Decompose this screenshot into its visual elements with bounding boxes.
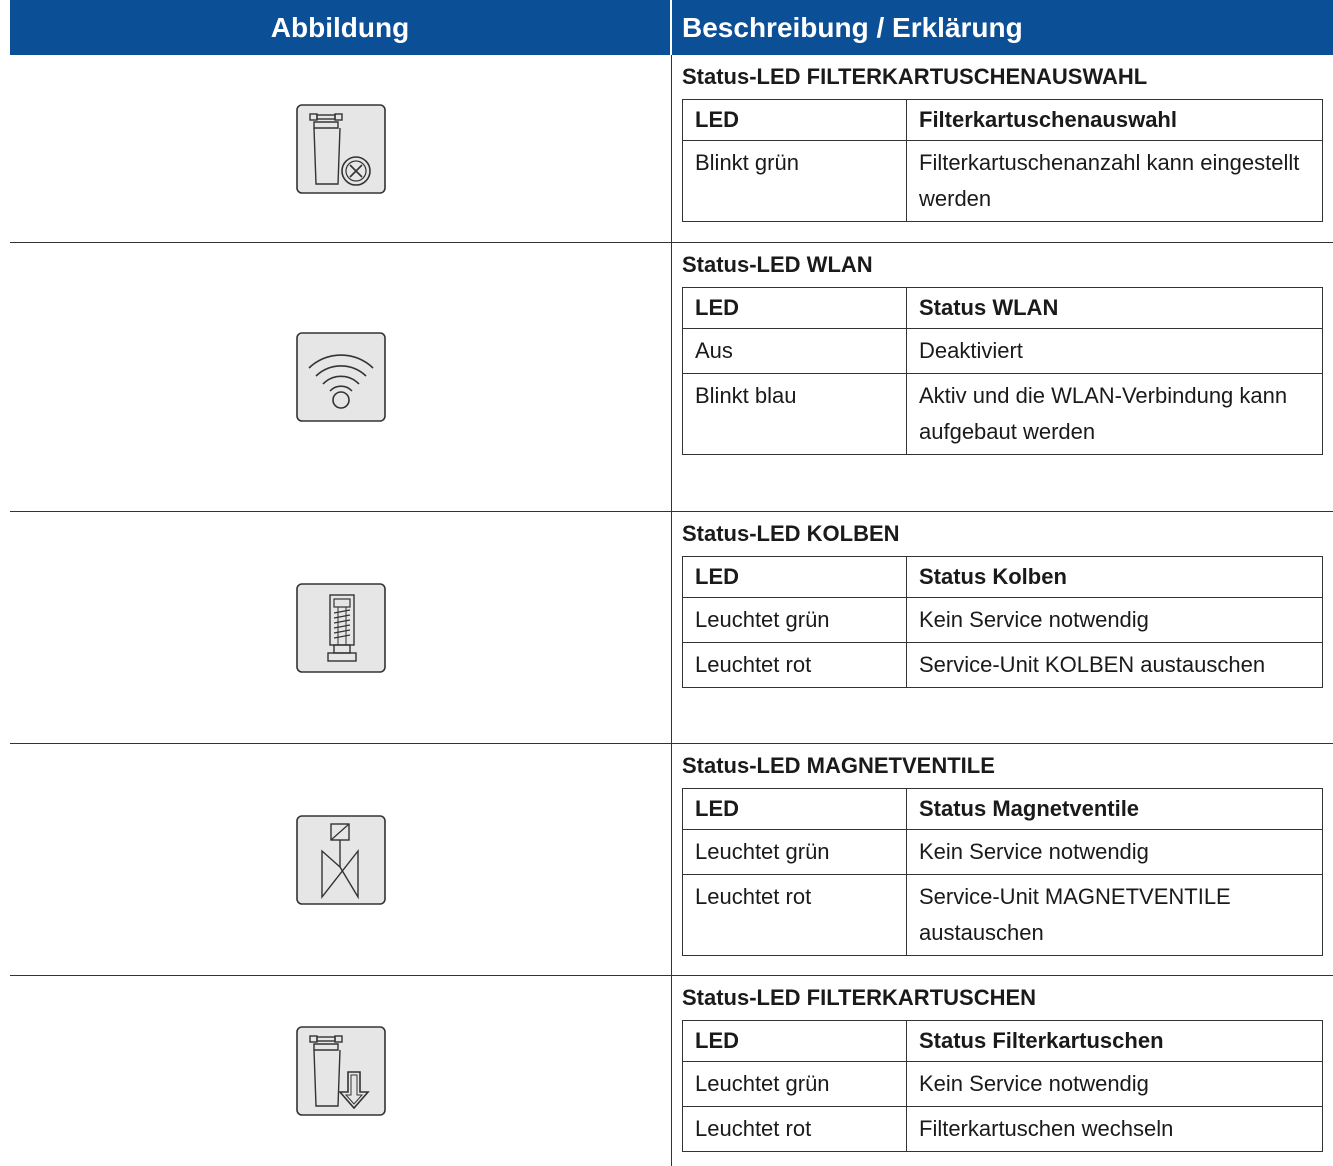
column-header-image: Abbildung xyxy=(10,0,672,55)
section-title: Status-LED FILTERKARTUSCHEN xyxy=(682,985,1037,1010)
description-cell xyxy=(672,976,1333,1166)
column-header-description: Beschreibung / Erklärung xyxy=(682,11,1023,43)
table-header-cell: LED xyxy=(683,288,907,329)
table-row xyxy=(683,1107,1323,1152)
table-cell: Kein Service notwendig xyxy=(907,598,1323,643)
table-row xyxy=(10,55,1333,243)
table-cell: Kein Service notwendig xyxy=(907,1062,1323,1107)
wifi-icon xyxy=(296,332,386,422)
table-header-cell: Status WLAN xyxy=(907,288,1323,329)
table-row xyxy=(10,976,1333,1166)
table-header-cell: LED xyxy=(683,789,907,830)
description-cell xyxy=(672,744,1333,975)
table-cell: Filterkartuschen wechseln xyxy=(907,1107,1323,1152)
description-cell xyxy=(672,243,1333,511)
table-row xyxy=(683,875,1323,956)
section-title: Status-LED FILTERKARTUSCHENAUSWAHL xyxy=(682,64,1148,89)
table-row xyxy=(683,1062,1323,1107)
table-header-cell: LED xyxy=(683,100,907,141)
filter-cartridge-change-icon xyxy=(296,1026,386,1116)
piston-icon xyxy=(296,583,386,673)
table-row xyxy=(683,141,1323,222)
description-cell xyxy=(672,512,1333,743)
image-cell xyxy=(10,55,672,242)
table-cell: Aus xyxy=(683,329,907,374)
table-row xyxy=(683,557,1323,598)
table-row xyxy=(683,789,1323,830)
table-header xyxy=(10,0,1333,55)
table-cell: Leuchtet grün xyxy=(683,830,907,875)
table-header-cell: Status Magnetventile xyxy=(907,789,1323,830)
led-status-table xyxy=(682,287,1323,455)
table-cell: Blinkt grün xyxy=(683,141,907,222)
filter-cartridge-select-icon xyxy=(296,104,386,194)
table-row xyxy=(10,744,1333,976)
table-row xyxy=(683,830,1323,875)
table-cell: Aktiv und die WLAN-Verbindung kann aufgebaut werden xyxy=(907,374,1323,455)
table-cell: Leuchtet rot xyxy=(683,1107,907,1152)
led-status-table xyxy=(682,99,1323,222)
table-row xyxy=(683,329,1323,374)
table-cell: Filterkartuschenanzahl kann eingestellt werden xyxy=(907,141,1323,222)
table-header-cell: LED xyxy=(683,557,907,598)
table-row xyxy=(683,288,1323,329)
table-row xyxy=(683,374,1323,455)
table-row xyxy=(683,598,1323,643)
section-title: Status-LED KOLBEN xyxy=(682,521,900,546)
table-row xyxy=(683,1021,1323,1062)
table-row xyxy=(10,512,1333,744)
description-cell xyxy=(672,55,1333,242)
table-cell: Leuchtet grün xyxy=(683,1062,907,1107)
solenoid-valve-icon xyxy=(296,815,386,905)
table-cell: Leuchtet rot xyxy=(683,875,907,956)
table-row xyxy=(683,643,1323,688)
section-title: Status-LED WLAN xyxy=(682,252,873,277)
table-cell: Kein Service notwendig xyxy=(907,830,1323,875)
table-header-cell: Filterkartuschenauswahl xyxy=(907,100,1323,141)
table-cell: Service-Unit MAGNETVENTILE austauschen xyxy=(907,875,1323,956)
table-header-cell: Status Filterkartuschen xyxy=(907,1021,1323,1062)
table-cell: Leuchtet grün xyxy=(683,598,907,643)
table-header-cell: Status Kolben xyxy=(907,557,1323,598)
led-status-table xyxy=(682,1020,1323,1152)
image-cell xyxy=(10,243,672,511)
image-cell xyxy=(10,744,672,975)
table-cell: Deaktiviert xyxy=(907,329,1323,374)
image-cell xyxy=(10,512,672,743)
led-status-table xyxy=(682,556,1323,688)
table-cell: Service-Unit KOLBEN austauschen xyxy=(907,643,1323,688)
table-row xyxy=(683,100,1323,141)
table-row xyxy=(10,243,1333,512)
led-status-table xyxy=(682,788,1323,956)
status-led-table xyxy=(10,0,1333,1166)
table-cell: Leuchtet rot xyxy=(683,643,907,688)
section-title: Status-LED MAGNETVENTILE xyxy=(682,753,995,778)
table-cell: Blinkt blau xyxy=(683,374,907,455)
image-cell xyxy=(10,976,672,1166)
table-header-cell: LED xyxy=(683,1021,907,1062)
